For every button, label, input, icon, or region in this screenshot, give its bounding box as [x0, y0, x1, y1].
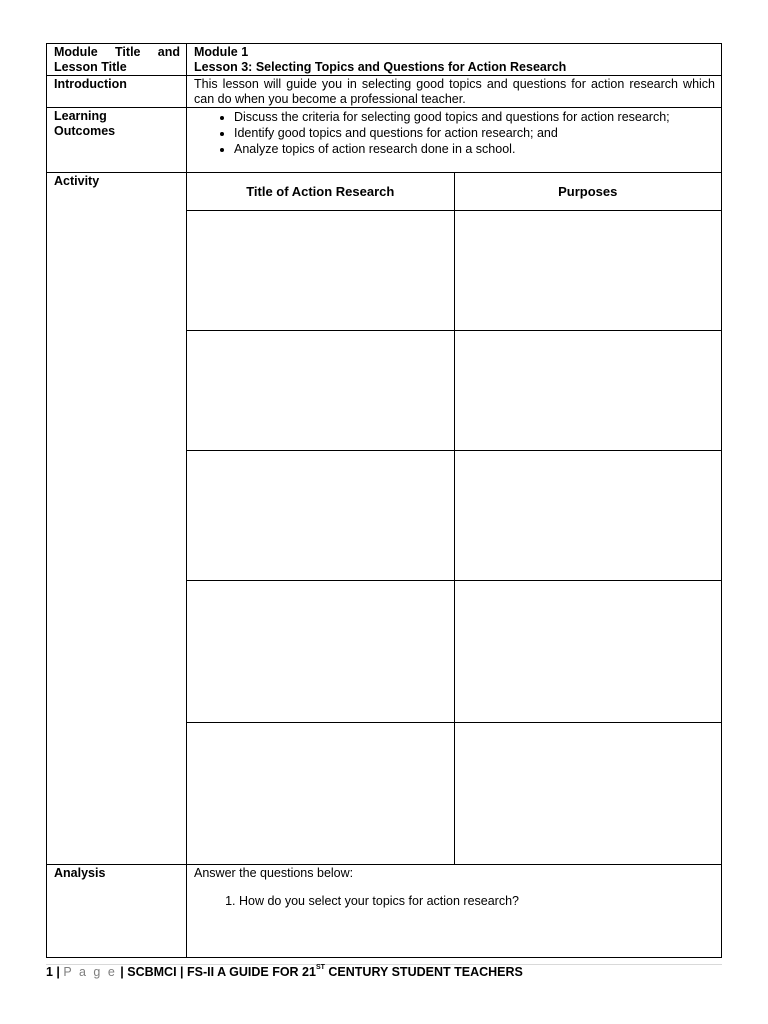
outcomes-label-cell [47, 108, 187, 173]
activity-cell [187, 173, 722, 865]
analysis-label: Analysis [47, 864, 187, 957]
activity-purpose-input-2[interactable] [454, 331, 721, 451]
activity-purpose-input-1[interactable] [454, 211, 721, 331]
activity-answer-row [187, 331, 721, 451]
analysis-questions [194, 893, 715, 909]
activity-purpose-input-3[interactable] [454, 451, 721, 581]
activity-title-input-4[interactable] [187, 581, 454, 723]
footer-page-number: 1 [46, 965, 53, 979]
activity-purpose-input-5[interactable] [454, 723, 721, 864]
module-row [47, 44, 722, 76]
activity-label: Activity [47, 173, 187, 865]
activity-col-title-header: Title of Action Research [187, 173, 454, 211]
activity-title-input-1[interactable] [187, 211, 454, 331]
footer-school: SCBMCI [127, 965, 177, 979]
page-footer [46, 965, 523, 979]
outcome-item-1: • Discuss the criteria for selecting good topics and questions for action research; [234, 109, 715, 125]
activity-title-input-5[interactable] [187, 723, 454, 864]
module-label-line2: Lesson Title [54, 60, 127, 74]
activity-header-row [187, 173, 721, 211]
footer-title-post: CENTURY STUDENT TEACHERS [324, 965, 523, 979]
footer-page-word: P a g e [63, 965, 117, 979]
introduction-text: This lesson will guide you in selecting good topics and questions for action research which can do when you become a professional teacher. [194, 77, 715, 106]
lesson-table [46, 43, 722, 958]
outcome-item-3: • Analyze topics of action research done in a school. [234, 141, 715, 157]
activity-answer-row [187, 723, 721, 864]
activity-col-purposes-header: Purposes [454, 173, 721, 211]
outcomes-row [47, 108, 722, 173]
activity-answer-row [187, 211, 721, 331]
footer-separator: | [116, 965, 128, 979]
footer-title-pre: FS-II A GUIDE FOR 21 [187, 965, 316, 979]
outcomes-list [194, 109, 715, 157]
activity-answer-row [187, 451, 721, 581]
outcome-item-2: • Identify good topics and questions for action research; and [234, 125, 715, 141]
module-label-cell [47, 44, 187, 76]
footer-title-sup: ST [315, 964, 325, 971]
analysis-prompt: Answer the questions below: [194, 865, 354, 880]
introduction-row [47, 76, 722, 108]
introduction-label: Introduction [47, 76, 187, 108]
analysis-cell [187, 864, 722, 957]
activity-row [47, 173, 722, 865]
outcomes-label-line1: Learning [54, 109, 107, 123]
module-title: Module 1 [194, 45, 249, 59]
introduction-cell [187, 76, 722, 108]
analysis-row [47, 864, 722, 957]
footer-separator: | [52, 965, 64, 979]
activity-answer-row [187, 581, 721, 723]
lesson-title: Lesson 3: Selecting Topics and Questions for Action Research [194, 60, 567, 74]
activity-purpose-input-4[interactable] [454, 581, 721, 723]
outcomes-label-line2: Outcomes [54, 124, 116, 138]
activity-title-input-3[interactable] [187, 451, 454, 581]
module-value-cell [187, 44, 722, 76]
footer-separator: | [176, 965, 188, 979]
module-label-line1: Module Title and [54, 45, 180, 59]
outcomes-cell [187, 108, 722, 173]
analysis-question-1: 1. How do you select your topics for action research? [239, 893, 715, 909]
activity-title-input-2[interactable] [187, 331, 454, 451]
activity-table [187, 173, 721, 864]
